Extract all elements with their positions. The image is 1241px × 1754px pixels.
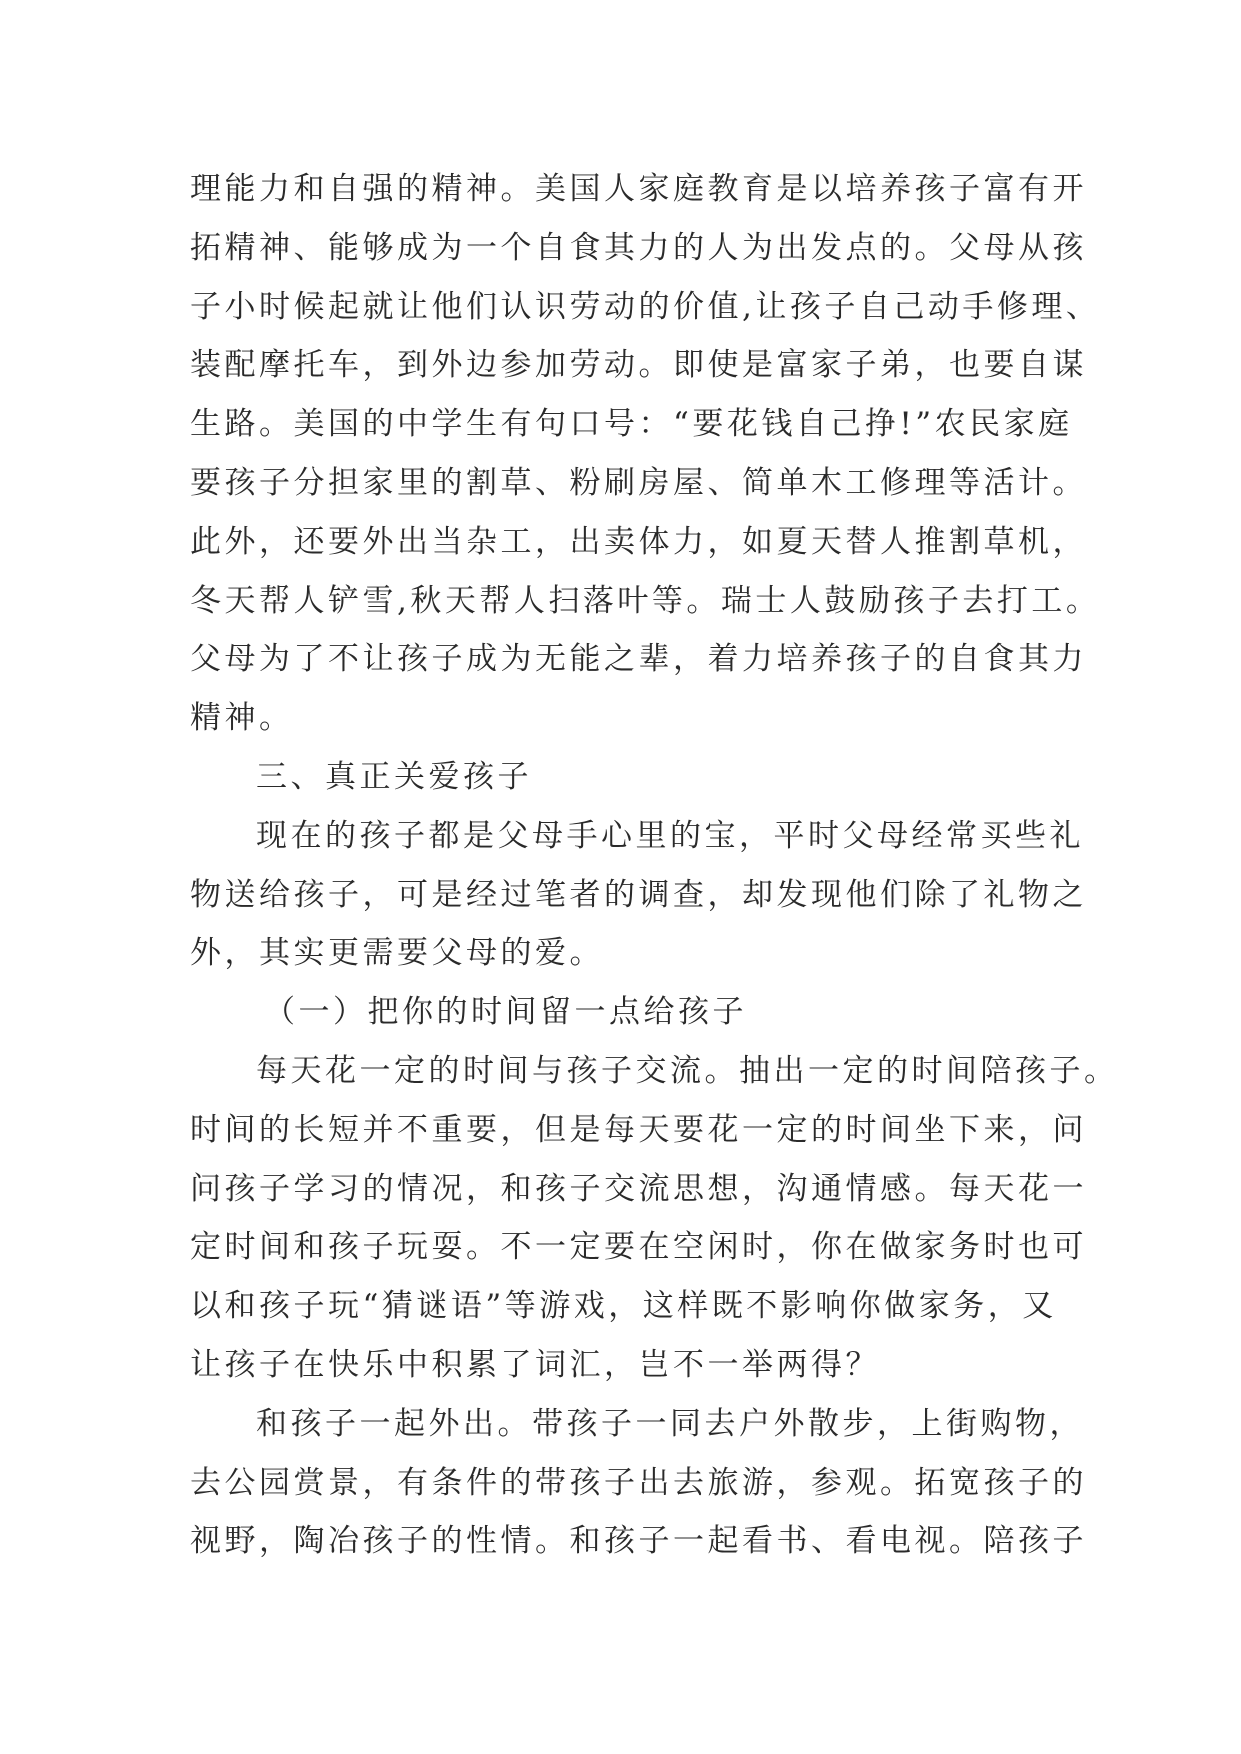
text-line: 要孩子分担家里的割草、粉刷房屋、简单木工修理等活计。 [190,464,1087,501]
text-line: 理能力和自强的精神。美国人家庭教育是以培养孩子富有开 [190,171,1087,207]
text-line: 时间的长短并不重要，但是每天要花一定的时间坐下来，问 [190,1111,1087,1148]
document-body [190,160,1119,1571]
section-heading: 三、真正关爱孩子 [256,758,532,795]
text-line: 精神。 [190,700,294,737]
text-line: 问孩子学习的情况，和孩子交流思想，沟通情感。每天花一 [190,1170,1087,1207]
text-line: 和孩子一起外出。带孩子一同去户外散步，上街购物， [256,1405,1084,1442]
subsection-heading: （一）把你的时间留一点给孩子 [264,994,747,1031]
text-line: 每天花一定的时间与孩子交流。抽出一定的时间陪孩子。 [256,1052,1119,1089]
text-line: 装配摩托车，到外边参加劳动。即使是富家子弟，也要自谋 [190,347,1087,384]
text-line: 现在的孩子都是父母手心里的宝，平时父母经常买些礼 [256,817,1084,854]
text-line: 以和孩子玩“猜谜语”等游戏，这样既不影响你做家务，又 [190,1288,1057,1325]
text-line: 外，其实更需要父母的爱。 [190,935,604,972]
text-line: 物送给孩子，可是经过笔者的调查，却发现他们除了礼物之 [190,876,1087,913]
text-line: 父母为了不让孩子成为无能之辈，着力培养孩子的自食其力 [190,641,1087,678]
text-line: 生路。美国的中学生有句口号：“要花钱自己挣!”农民家庭 [190,406,1073,443]
text-line: 冬天帮人铲雪,秋天帮人扫落叶等。瑞士人鼓励孩子去打工。 [190,582,1101,619]
text-line: 子小时候起就让他们认识劳动的价值,让孩子自己动手修理、 [190,288,1101,325]
text-line: 定时间和孩子玩耍。不一定要在空闲时，你在做家务时也可 [190,1229,1087,1266]
text-line: 视野，陶冶孩子的性情。和孩子一起看书、看电视。陪孩子 [190,1523,1087,1560]
text-line: 此外，还要外出当杂工，出卖体力，如夏天替人推割草机， [190,523,1087,560]
text-line: 拓精神、能够成为一个自食其力的人为出发点的。父母从孩 [190,229,1087,266]
text-line: 让孩子在快乐中积累了词汇，岂不一举两得？ [190,1346,880,1383]
text-line: 去公园赏景，有条件的带孩子出去旅游，参观。拓宽孩子的 [190,1464,1087,1501]
